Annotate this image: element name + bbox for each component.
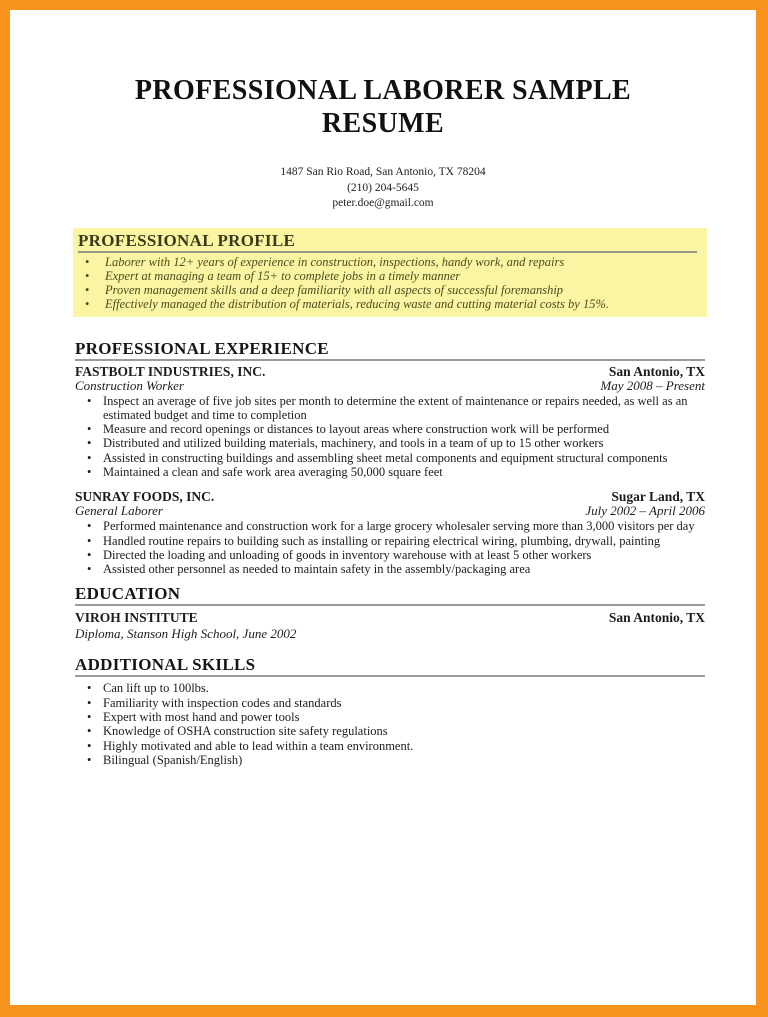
section-professional-experience: [75, 339, 705, 577]
bullet-item: • Effectively managed the distribution of materials, reducing waste and cutting material costs by 15%.: [85, 297, 699, 311]
job-location: Sugar Land, TX: [611, 489, 705, 505]
job-bullet-list: [75, 519, 705, 576]
contact-phone: (210) 204-5645: [347, 181, 419, 194]
bullet-item: • Handled routine repairs to building such as installing or repairing electrical wiring, plumbing, drywall, painting: [87, 534, 705, 548]
education-location: San Antonio, TX: [608, 610, 705, 626]
bullet-item: • Expert at managing a team of 15+ to complete jobs in a timely manner: [85, 269, 699, 283]
job-title: Construction Worker: [75, 377, 184, 393]
job-title: General Laborer: [75, 503, 163, 519]
education-school: VIROH INSTITUTE: [75, 610, 198, 626]
contact-address: 1487 San Rio Road, San Antonio, TX 78204: [280, 166, 486, 178]
education-heading: EDUCATION: [75, 584, 705, 606]
bullet-item: • Measure and record openings or distances to layout areas where construction work will be performed: [87, 422, 705, 436]
skills-heading: ADDITIONAL SKILLS: [75, 655, 705, 677]
section-additional-skills: [75, 655, 705, 767]
section-professional-profile: [73, 228, 707, 317]
bullet-item: • Assisted in constructing buildings and assembling sheet metal components and equipment structural components: [87, 451, 705, 465]
job-title-row: [75, 379, 705, 393]
profile-bullet-list: [73, 255, 699, 311]
job-dates: May 2008 – Present: [600, 377, 705, 393]
job-company-row: [75, 489, 705, 504]
bullet-item: • Maintained a clean and safe work area averaging 50,000 square feet: [87, 465, 705, 479]
bullet-item: • Proven management skills and a deep familiarity with all aspects of successful foremanship: [85, 283, 699, 297]
bullet-item: • Expert with most hand and power tools: [87, 710, 705, 724]
page-title-line2: RESUME: [321, 108, 445, 139]
profile-heading: PROFESSIONAL PROFILE: [78, 232, 697, 253]
page-title-line1: PROFESSIONAL LABORER SAMPLE: [134, 75, 632, 106]
contact-block: [10, 165, 756, 212]
job-entry-sunray: [75, 489, 705, 576]
resume-page: [10, 10, 756, 1005]
contact-email: peter.doe@gmail.com: [332, 197, 434, 209]
bullet-item: • Can lift up to 100lbs.: [87, 681, 705, 695]
bullet-item: • Assisted other personnel as needed to maintain safety in the assembly/packaging area: [87, 562, 705, 576]
page-title: [50, 74, 716, 140]
job-company: SUNRAY FOODS, INC.: [75, 489, 215, 505]
skills-bullet-list: [75, 681, 705, 767]
job-title-row: [75, 504, 705, 518]
bullet-item: • Highly motivated and able to lead within a team environment.: [87, 739, 705, 753]
bullet-item: • Performed maintenance and construction work for a large grocery wholesaler serving more than 3,000 visitors per day: [87, 519, 705, 533]
job-dates: July 2002 – April 2006: [585, 503, 705, 519]
education-school-row: [75, 610, 705, 625]
job-company: FASTBOLT INDUSTRIES, INC.: [75, 363, 266, 379]
section-education: [75, 584, 705, 641]
education-detail: Diploma, Stanson High School, June 2002: [75, 626, 297, 642]
experience-heading: PROFESSIONAL EXPERIENCE: [75, 339, 705, 361]
bullet-item: • Knowledge of OSHA construction site safety regulations: [87, 724, 705, 738]
job-bullet-list: [75, 394, 705, 480]
bullet-item: • Familiarity with inspection codes and standards: [87, 696, 705, 710]
bullet-item: • Laborer with 12+ years of experience in construction, inspections, handy work, and repairs: [85, 255, 699, 269]
job-entry-fastbolt: [75, 364, 705, 480]
bullet-item: • Bilingual (Spanish/English): [87, 753, 705, 767]
bullet-item: • Distributed and utilized building materials, machinery, and tools in a team of up to 15 other workers: [87, 436, 705, 450]
job-location: San Antonio, TX: [608, 363, 705, 379]
bullet-item: • Directed the loading and unloading of goods in inventory warehouse with at least 5 other workers: [87, 548, 705, 562]
job-company-row: [75, 364, 705, 379]
bullet-item: • Inspect an average of five job sites per month to determine the extent of maintenance or repairs needed, as well as an estimated budget and time to completion: [87, 394, 705, 423]
